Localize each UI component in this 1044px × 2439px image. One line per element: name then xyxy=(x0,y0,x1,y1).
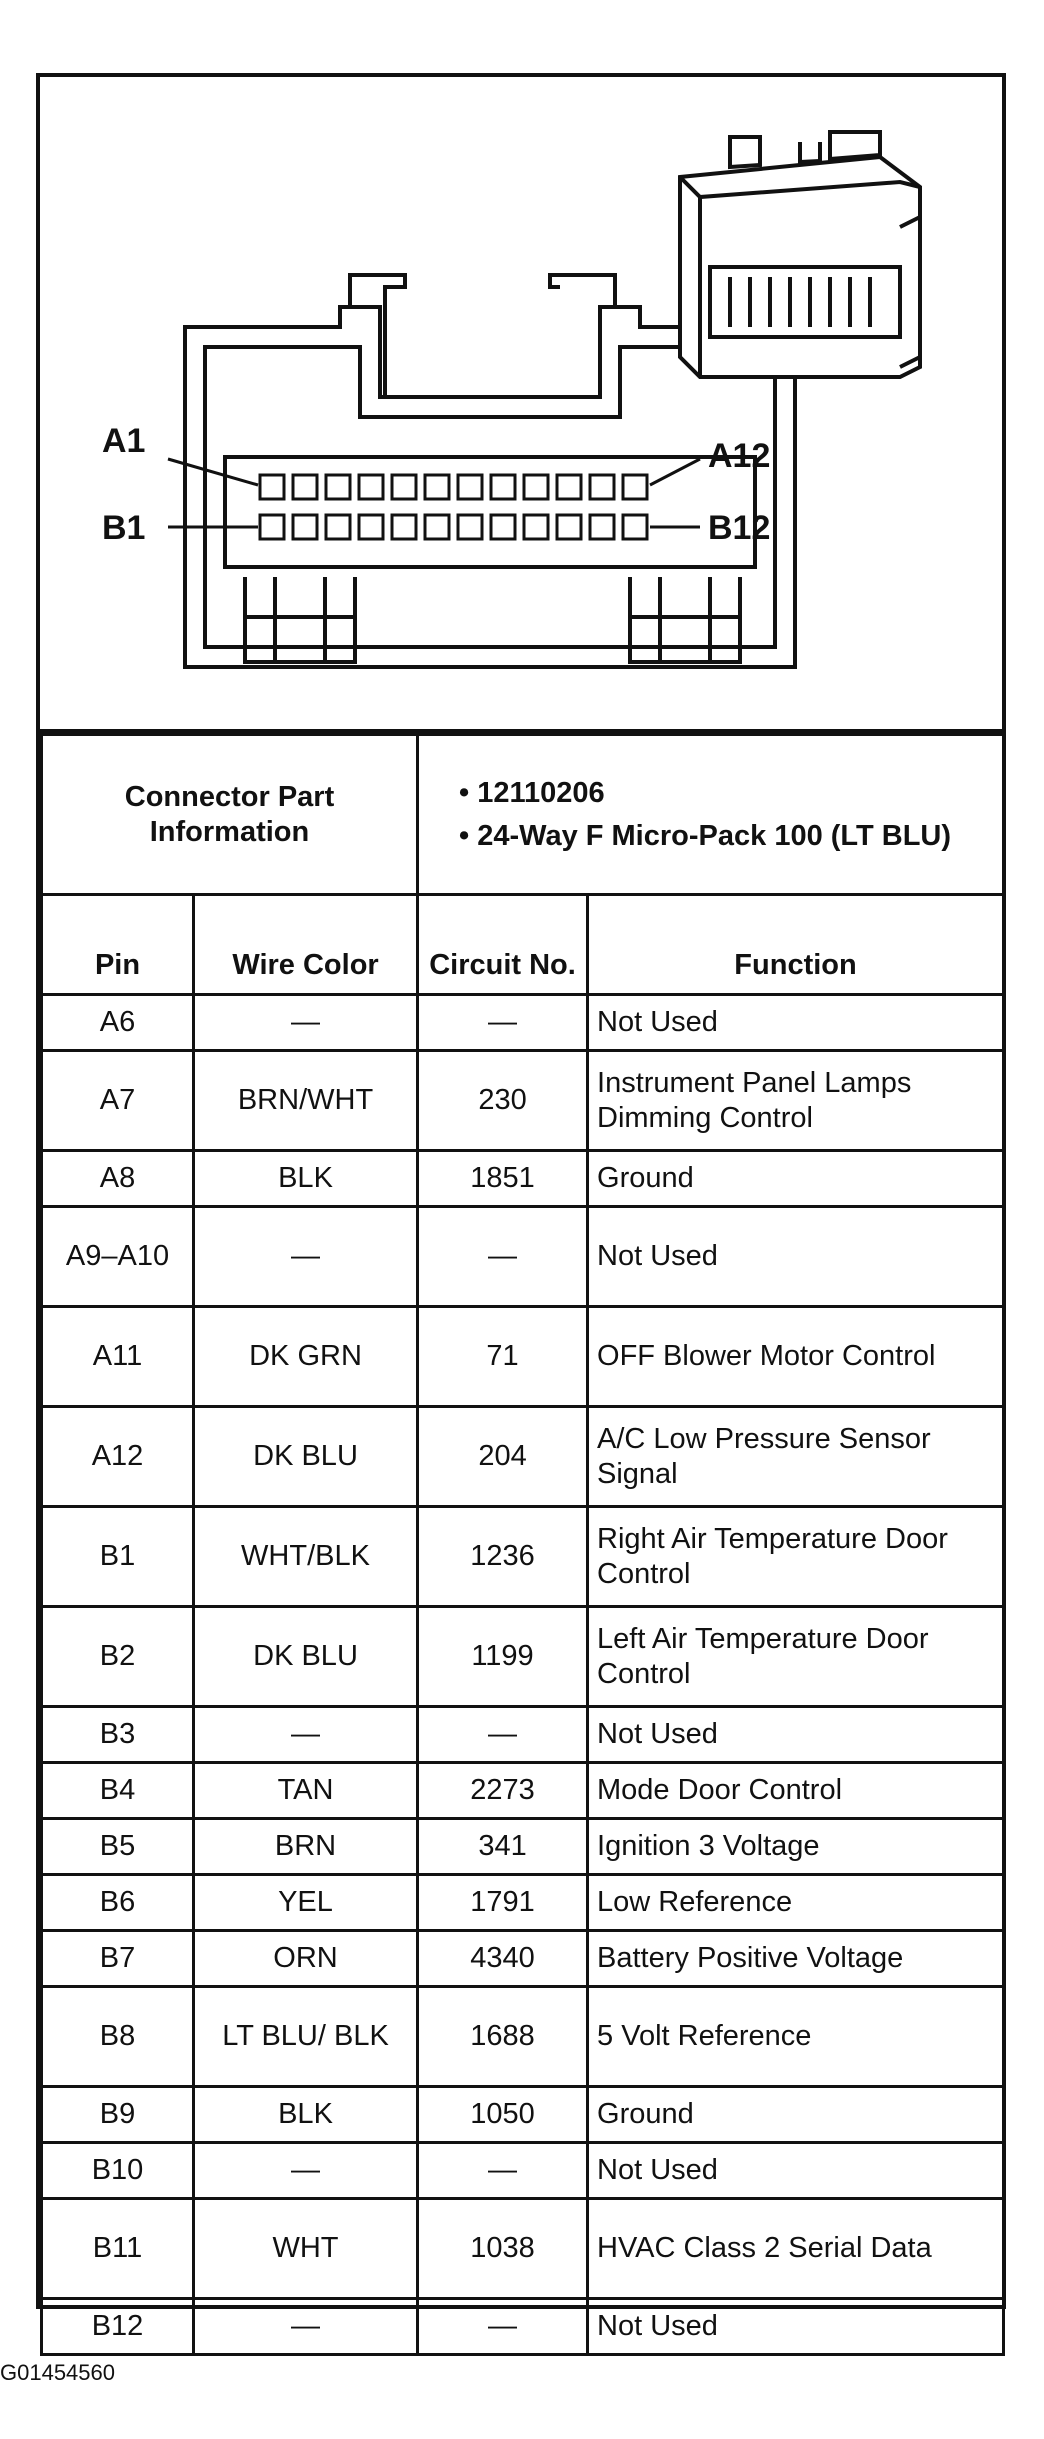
cell-function: Not Used xyxy=(588,1707,1004,1763)
cell-function: Mode Door Control xyxy=(588,1763,1004,1819)
cell-color: — xyxy=(194,2299,418,2355)
cell-function: Left Air Temperature Door Control xyxy=(588,1607,1004,1707)
cell-pin: B1 xyxy=(42,1507,194,1607)
cell-pin: B5 xyxy=(42,1819,194,1875)
cell-color: BRN/WHT xyxy=(194,1051,418,1151)
cell-pin: B4 xyxy=(42,1763,194,1819)
cell-function: Battery Positive Voltage xyxy=(588,1931,1004,1987)
cell-function: 5 Volt Reference xyxy=(588,1987,1004,2087)
cell-circuit: 341 xyxy=(418,1819,588,1875)
cell-function: Not Used xyxy=(588,2143,1004,2199)
cell-pin: B2 xyxy=(42,1607,194,1707)
cell-circuit: — xyxy=(418,1707,588,1763)
cell-function: A/C Low Pressure Sensor Signal xyxy=(588,1407,1004,1507)
table-row xyxy=(42,1207,1004,1307)
table-row xyxy=(42,2299,1004,2355)
cell-color: BLK xyxy=(194,2087,418,2143)
table-row xyxy=(42,1407,1004,1507)
cell-circuit: — xyxy=(418,2299,588,2355)
cell-function: Instrument Panel Lamps Dimming Control xyxy=(588,1051,1004,1151)
cell-color: DK BLU xyxy=(194,1407,418,1507)
cell-function: Ground xyxy=(588,2087,1004,2143)
cell-circuit: 1236 xyxy=(418,1507,588,1607)
cell-color: DK GRN xyxy=(194,1307,418,1407)
connector-drawing xyxy=(40,77,1002,729)
cell-color: — xyxy=(194,2143,418,2199)
pinout-table xyxy=(40,733,1005,2356)
cell-function: HVAC Class 2 Serial Data xyxy=(588,2199,1004,2299)
cell-pin: A8 xyxy=(42,1151,194,1207)
table-row xyxy=(42,995,1004,1051)
cell-circuit: 1688 xyxy=(418,1987,588,2087)
table-row xyxy=(42,1307,1004,1407)
table-row xyxy=(42,1707,1004,1763)
table-row xyxy=(42,1819,1004,1875)
table-row xyxy=(42,1763,1004,1819)
cell-circuit: — xyxy=(418,1207,588,1307)
cell-pin: B9 xyxy=(42,2087,194,2143)
cell-pin: A12 xyxy=(42,1407,194,1507)
pin-label-a1: A1 xyxy=(102,422,146,460)
table-row xyxy=(42,2199,1004,2299)
connector-sheet xyxy=(36,73,1006,2343)
cell-color: TAN xyxy=(194,1763,418,1819)
cell-color: DK BLU xyxy=(194,1607,418,1707)
cell-function: Not Used xyxy=(588,995,1004,1051)
column-header-function: Function xyxy=(588,895,1004,995)
cell-function: Ground xyxy=(588,1151,1004,1207)
cell-function: Not Used xyxy=(588,1207,1004,1307)
cell-pin: B3 xyxy=(42,1707,194,1763)
cell-function: OFF Blower Motor Control xyxy=(588,1307,1004,1407)
table-row xyxy=(42,2087,1004,2143)
cell-circuit: 230 xyxy=(418,1051,588,1151)
table-row xyxy=(42,1507,1004,1607)
pin-label-b12: B12 xyxy=(708,509,771,547)
cell-color: — xyxy=(194,1707,418,1763)
cell-circuit: 1038 xyxy=(418,2199,588,2299)
cell-pin: B7 xyxy=(42,1931,194,1987)
cell-pin: B8 xyxy=(42,1987,194,2087)
cell-color: ORN xyxy=(194,1931,418,1987)
cell-pin: A7 xyxy=(42,1051,194,1151)
column-header-wire-color: Wire Color xyxy=(194,895,418,995)
cell-circuit: — xyxy=(418,995,588,1051)
table-row xyxy=(42,1987,1004,2087)
table-row xyxy=(42,1931,1004,1987)
cell-pin: B12 xyxy=(42,2299,194,2355)
cell-circuit: 2273 xyxy=(418,1763,588,1819)
part-number: 12110206 xyxy=(477,776,605,809)
pin-label-a12: A12 xyxy=(708,437,771,475)
cell-pin: A9–A10 xyxy=(42,1207,194,1307)
connector-diagram xyxy=(40,77,1002,733)
cell-function: Ignition 3 Voltage xyxy=(588,1819,1004,1875)
column-header-row xyxy=(42,895,1004,995)
table-row xyxy=(42,1051,1004,1151)
cell-color: WHT/BLK xyxy=(194,1507,418,1607)
cell-circuit: 1050 xyxy=(418,2087,588,2143)
cell-pin: B6 xyxy=(42,1875,194,1931)
cell-circuit: 1851 xyxy=(418,1151,588,1207)
cell-function: Not Used xyxy=(588,2299,1004,2355)
cell-pin: A6 xyxy=(42,995,194,1051)
cell-circuit: 4340 xyxy=(418,1931,588,1987)
column-header-circuit: Circuit No. xyxy=(418,895,588,995)
cell-color: — xyxy=(194,1207,418,1307)
cell-color: LT BLU/ BLK xyxy=(194,1987,418,2087)
figure-id: G01454560 xyxy=(0,2360,115,2385)
cell-pin: B10 xyxy=(42,2143,194,2199)
table-row xyxy=(42,1875,1004,1931)
cell-color: YEL xyxy=(194,1875,418,1931)
connector-info-row xyxy=(42,735,1004,895)
cell-circuit: 1199 xyxy=(418,1607,588,1707)
cell-function: Right Air Temperature Door Control xyxy=(588,1507,1004,1607)
pin-label-b1: B1 xyxy=(102,509,146,547)
cell-function: Low Reference xyxy=(588,1875,1004,1931)
cell-circuit: — xyxy=(418,2143,588,2199)
table-row xyxy=(42,1151,1004,1207)
cell-circuit: 204 xyxy=(418,1407,588,1507)
cell-color: — xyxy=(194,995,418,1051)
column-header-pin: Pin xyxy=(42,895,194,995)
cell-pin: A11 xyxy=(42,1307,194,1407)
cell-circuit: 1791 xyxy=(418,1875,588,1931)
table-row xyxy=(42,1607,1004,1707)
connector-info-label: Connector Part Information xyxy=(42,735,418,895)
cell-pin: B11 xyxy=(42,2199,194,2299)
connector-info-values: • 12110206 • 24-Way F Micro-Pack 100 (LT BLU) xyxy=(418,735,1004,895)
cell-color: WHT xyxy=(194,2199,418,2299)
cell-color: BRN xyxy=(194,1819,418,1875)
part-description: 24-Way F Micro-Pack 100 (LT BLU) xyxy=(477,819,952,852)
cell-circuit: 71 xyxy=(418,1307,588,1407)
cell-color: BLK xyxy=(194,1151,418,1207)
table-row xyxy=(42,2143,1004,2199)
